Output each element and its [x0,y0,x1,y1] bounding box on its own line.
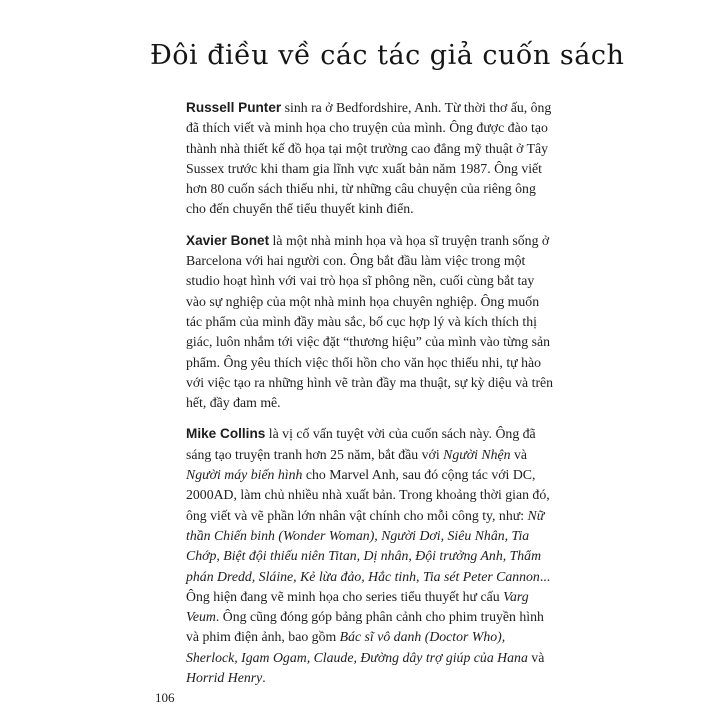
work-title: Bác sĩ vô danh (Doctor Who), Sherlock, Igam Ogam, Claude, Đường dây trợ giúp của Hana [186,629,528,665]
bio-text: là một nhà minh họa và họa sĩ truyện tranh sống ở Barcelona với hai người con. Ông bắt đầu làm việc trong một studio hoạt hình với vai trò họa sĩ phông nền, cuối cùng bắt tay vào sự nghiệp của một nhà minh họa chuyên nghiệp. Ông muốn tác phẩm của mình đầy màu sắc, bố cục hợp lý và kích thích thị giác, luôn nhắm tới việc đặt “thương hiệu” của mình vào từng sản phẩm. Ông yêu thích việc thổi hồn cho văn học thiếu nhi, tự hào với việc tạo ra những hình vẽ tràn đầy ma thuật, sự kỳ diệu và trên hết, đầy đam mê. [186,232,554,411]
bio-text: sinh ra ở Bedfordshire, Anh. Từ thời thơ ấu, ông đã thích viết và minh họa cho truyện của mình. Ông được đào tạo thành nhà thiết kế đồ họa tại một trường cao đẳng mỹ thuật ở Tây Sussex trước khi tham gia lĩnh vực xuất bản năm 1987. Ông viết hơn 80 cuốn sách thiếu nhi, từ những câu chuyện của riêng ông cho đến chuyển thể tiểu thuyết kinh điển. [186,100,552,217]
bio-segment: và [527,649,545,665]
bio-segment: ... Ông hiện đang vẽ minh họa cho series tiểu thuyết hư cấu [186,568,551,604]
author-bios [186,98,556,699]
work-title: Horrid Henry [186,670,263,686]
author-name: Russell Punter [186,100,282,115]
bio-segment: là vị cố vấn tuyệt vời của cuốn sách này. Ông đã sáng tạo truyện tranh hơn 25 năm, bắt đầu với [186,426,536,462]
page-number: 106 [155,690,175,705]
work-title: Varg Veum [186,588,529,625]
bio-text [186,426,550,685]
page-title: Đôi điều về các tác giả cuốn sách [150,40,625,71]
work-title: Người máy biến hình [186,467,303,483]
bio-segment: . Ông cũng đóng góp bảng phân cảnh cho phim truyền hình và phim điện ảnh, bao gồm [186,609,544,645]
bio-segment: và [510,446,528,462]
author-name: Xavier Bonet [186,232,270,248]
bio-russell-punter [186,98,556,220]
bio-mike-collins [186,424,556,688]
bio-segment: cho Marvel Anh, sau đó cộng tác với DC, 2000AD, làm chủ nhiều nhà xuất bản. Trong khoảng thời gian đó, ông viết và vẽ phần lớn nhân vật chính cho mỗi công ty, như: [186,467,550,523]
bio-xavier-bonet [186,231,556,414]
author-name: Mike Collins [186,426,266,442]
work-title: Nữ thần Chiến binh (Wonder Woman), Người Dơi, Siêu Nhân, Tia Chớp, Biệt đội thiếu niên Titan, Dị nhân, Đội trưởng Anh, Thẩm phán Dredd, Sláine, Kẻ lừa đảo, Hắc tinh, Tia sét Peter Cannon [186,507,545,584]
bio-segment: . [262,670,266,686]
work-title: Người Nhện [443,446,511,462]
